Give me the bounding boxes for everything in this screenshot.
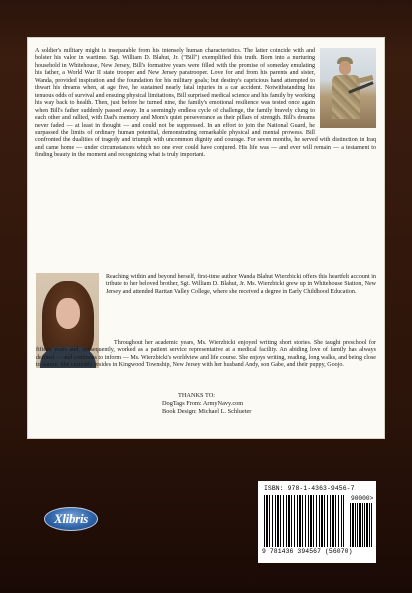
price-code: 90000>	[351, 495, 374, 502]
bio-section-author-career	[36, 340, 376, 370]
xlibris-logo-text: Xlibris	[53, 511, 89, 526]
dogtags-credit: DogTags From: ArmyNavy.com	[162, 399, 244, 407]
text-panel	[28, 38, 384, 438]
bio-section-soldier	[35, 48, 376, 160]
author-face	[56, 298, 80, 329]
barcode-digits: 9 781436 394567 (56070)	[262, 548, 353, 555]
ean-barcode-icon	[264, 495, 344, 547]
bio-paragraph-author-intro: Reaching within and beyond herself, first-time author Wanda Blahut Wierzbicki offers this heartfelt account in tribute to her beloved brother, Sgt. William D. Blahut, Jr. Ms. Wierzbicki grew up in Whitehouse Station, New Jersey and attended Raritan Valley College, where she received a degree in Early Childhood Education.	[106, 274, 376, 295]
bio-section-author-intro	[106, 274, 376, 296]
price-barcode-icon	[350, 503, 372, 547]
bio-paragraph-author-career: Throughout her academic years, Ms. Wierzbicki enjoyed writing short stories. She taught preschool for fifteen years and, subsequently, worked as a patient service representative at a medical facility. An abiding love of family has always defined — and continues to inform — Ms. Wierzbicki's worldview and life course. She enjoys writing, reading, long walks, and being close to nature. She currently resides in Kingwood Township, New Jersey with her husband Andy, son Gabe, and their puppy, Goojo.	[36, 340, 376, 369]
soldier-photo	[320, 48, 376, 128]
soldier-head	[339, 61, 351, 75]
bio-paragraph-soldier: A soldier's military might is inseparable from his intensely human characteristics. The latter coincide with and bolster his valor in wartime. Sgt. William D. Blahut, Jr. ("Bill") exemplified this truth. Born into a nurturing household in Whitehouse, New Jersey, Bill's formative years were filled with the promise of someday emulating his father, a World War II state trooper and New Jersey paratrooper. Love for and from his parents and sister, Wanda, provided inspiration and the foundation for his military goals; but destiny's capricious hand attempted to thwart his dreams when, at age five, he sustained nearly fatal injuries in a car accident. Notwithstanding his tenuous odds of survival and ensuing physical limitations, Bill surprised medical science and his family by working his way back to health. Then, just before he turned nine, the family's emotional resilience was tested once again when Bill's father suddenly passed away. In a seemingly endless cycle of challenge, the family bravely clung to each other and rallied, with Dad's memory and Mom's quiet perseverance as their pillars of strength. Bill's dreams never faded — at least in thought — and could not be suppressed. In an effort to join the National Guard, he surpassed the limits of ordinary human potential, demonstrating remarkable physical and mental prowess. Bill confronted the dualities of tragedy and triumph with uncommon dignity and courage. For seven months, he served with distinction in Iraq and came home — under circumstances which no one ever could have conjured. His life was — and ever will remain — a testament to finding beauty in the moment and recognizing what is truly important.	[35, 48, 376, 159]
barcode-block	[258, 481, 376, 563]
xlibris-logo	[44, 507, 98, 531]
isbn-label: ISBN: 978-1-4363-9456-7	[264, 485, 355, 492]
design-credit: Book Design: Michael L. Schlueter	[162, 407, 252, 415]
thanks-label: THANKS TO:	[178, 392, 216, 399]
credits-block	[162, 392, 342, 415]
